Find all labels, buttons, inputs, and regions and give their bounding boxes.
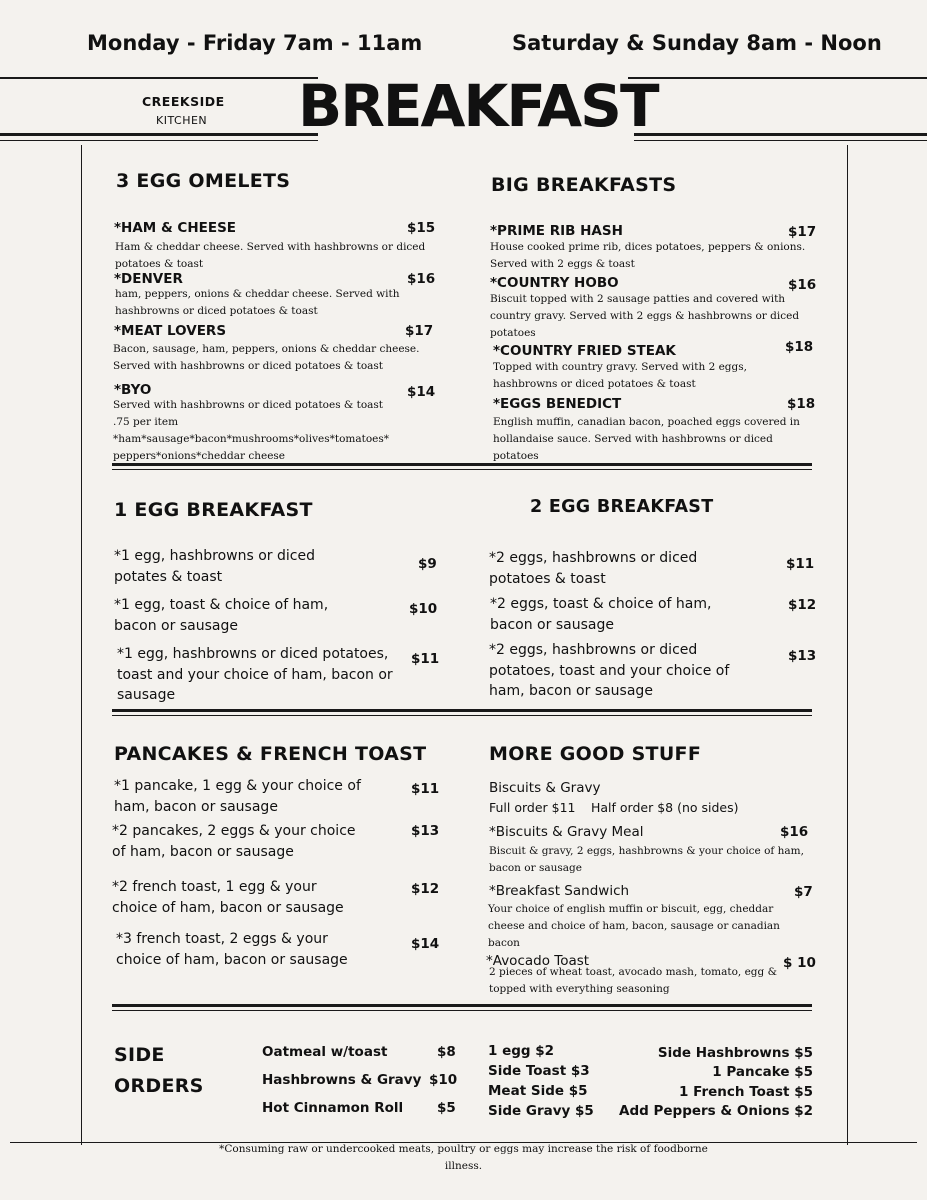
side-item-name: Hot Cinnamon Roll — [262, 1100, 404, 1116]
pancake-item: *3 french toast, 2 eggs & your choice of ham, bacon or sausage — [116, 931, 348, 968]
side-item: Side Toast $3 — [488, 1063, 590, 1079]
omelet-desc: ham, peppers, onions & cheddar cheese. Served with hashbrowns or diced potatoes & toast — [115, 288, 400, 317]
big-breakfast-price: $18 — [787, 396, 816, 412]
side-item: Side Hashbrowns $5 — [657, 1045, 813, 1061]
omelet-name: *MEAT LOVERS — [114, 323, 227, 339]
two-egg-price: $11 — [786, 556, 815, 572]
section-title-side-orders-line1: SIDE — [114, 1044, 165, 1066]
two-egg-item: *2 eggs, hashbrowns or diced potatoes & toast — [489, 550, 698, 587]
omelet-desc: Bacon, sausage, ham, peppers, onions & cheddar cheese. Served with hashbrowns or diced potatoes & toast — [113, 343, 420, 372]
two-egg-price: $13 — [788, 648, 817, 664]
pancake-item: *2 pancakes, 2 eggs & your choice of ham, bacon or sausage — [112, 823, 356, 860]
omelet-price: $14 — [407, 384, 436, 400]
more-item-name: *Avocado Toast — [486, 953, 590, 969]
side-item: Side Gravy $5 — [488, 1103, 594, 1119]
header-rule-top-left — [0, 77, 318, 79]
big-breakfast-name: *EGGS BENEDICT — [493, 396, 622, 412]
brand-name: CREEKSIDE — [142, 94, 225, 109]
pancake-price: $11 — [411, 781, 440, 797]
big-breakfast-desc: English muffin, canadian bacon, poached eggs covered in hollandaise sauce. Served with hashbrowns or diced potatoes — [493, 416, 800, 462]
page-title: BREAKFAST — [298, 72, 658, 140]
pancake-price: $13 — [411, 823, 440, 839]
header-rule-bottom-left — [0, 133, 318, 136]
section-title-side-orders-line2: ORDERS — [114, 1075, 204, 1097]
side-item-price: $5 — [437, 1100, 456, 1116]
omelet-desc: Ham & cheddar cheese. Served with hashbrowns or diced potatoes & toast — [115, 241, 426, 270]
header-rule-top-right — [628, 77, 927, 79]
section-title-more-good-stuff: MORE GOOD STUFF — [489, 743, 702, 765]
section-divider-thin — [112, 469, 812, 470]
more-item-name: *Biscuits & Gravy Meal — [489, 824, 644, 840]
more-item-price: $16 — [780, 824, 809, 840]
one-egg-price: $11 — [411, 651, 440, 667]
omelet-price: $16 — [407, 271, 436, 287]
more-item-desc: 2 pieces of wheat toast, avocado mash, tomato, egg & topped with everything seasoning — [489, 966, 777, 995]
biscuits-gravy-half-order: Half order $8 (no sides) — [591, 800, 739, 815]
footer-disclaimer: *Consuming raw or undercooked meats, poultry or eggs may increase the risk of foodborne illness. — [219, 1143, 708, 1172]
pancake-price: $14 — [411, 936, 440, 952]
section-title-omelets: 3 EGG OMELETS — [116, 170, 291, 192]
more-item-price: $7 — [794, 884, 813, 900]
one-egg-item: *1 egg, hashbrowns or diced potatoes, toast and your choice of ham, bacon or sausage — [117, 646, 393, 703]
pancake-item: *1 pancake, 1 egg & your choice of ham, bacon or sausage — [114, 778, 361, 815]
two-egg-item: *2 eggs, hashbrowns or diced potatoes, toast and your choice of ham, bacon or sausage — [489, 642, 730, 699]
pancake-price: $12 — [411, 881, 440, 897]
two-egg-price: $12 — [788, 597, 817, 613]
header-rule-bottom-right-thin — [634, 140, 927, 141]
side-item-name: Hashbrowns & Gravy — [262, 1072, 422, 1088]
weekday-hours: Monday - Friday 7am - 11am — [87, 31, 423, 55]
section-divider — [112, 463, 812, 466]
weekend-hours: Saturday & Sunday 8am - Noon — [512, 31, 882, 55]
section-title-1-egg: 1 EGG BREAKFAST — [114, 499, 313, 521]
side-item-name: Oatmeal w/toast — [262, 1044, 388, 1060]
omelet-name: *DENVER — [114, 271, 183, 287]
big-breakfast-name: *COUNTRY HOBO — [490, 275, 619, 291]
one-egg-price: $10 — [409, 601, 438, 617]
one-egg-item: *1 egg, toast & choice of ham, bacon or sausage — [114, 597, 329, 634]
side-item: 1 Pancake $5 — [712, 1064, 813, 1080]
section-title-pancakes: PANCAKES & FRENCH TOAST — [114, 743, 427, 765]
omelet-price: $15 — [407, 220, 436, 236]
big-breakfast-price: $17 — [788, 224, 817, 240]
more-item-desc: Your choice of english muffin or biscuit, egg, cheddar cheese and choice of ham, bacon, sausage or canadian bacon — [488, 903, 780, 949]
section-divider-thin — [112, 715, 812, 716]
omelet-name: *BYO — [114, 382, 152, 398]
pancake-item: *2 french toast, 1 egg & your choice of ham, bacon or sausage — [112, 879, 344, 916]
omelet-desc: Served with hashbrowns or diced potatoes & toast .75 per item *ham*sausage*bacon*mushrooms*olives*tomatoes* peppers*onions*cheddar cheese — [113, 399, 390, 462]
side-item: 1 egg $2 — [488, 1043, 555, 1059]
side-item: Add Peppers & Onions $2 — [619, 1103, 813, 1119]
big-breakfast-price: $18 — [785, 339, 814, 355]
side-item: 1 French Toast $5 — [679, 1084, 813, 1100]
header-rule-bottom-right — [634, 133, 927, 136]
big-breakfast-name: *COUNTRY FRIED STEAK — [493, 343, 676, 359]
big-breakfast-desc: Topped with country gravy. Served with 2 eggs, hashbrowns or diced potatoes & toast — [493, 361, 747, 390]
omelet-price: $17 — [405, 323, 434, 339]
section-title-big-breakfasts: BIG BREAKFASTS — [491, 174, 677, 196]
side-item-price: $8 — [437, 1044, 456, 1060]
two-egg-item: *2 eggs, toast & choice of ham, bacon or sausage — [490, 596, 712, 633]
big-breakfast-price: $16 — [788, 277, 817, 293]
frame-left — [81, 145, 82, 1145]
section-divider-thin — [112, 1010, 812, 1011]
biscuits-gravy-name: Biscuits & Gravy — [489, 780, 601, 796]
more-item-name: *Breakfast Sandwich — [489, 883, 630, 899]
big-breakfast-name: *PRIME RIB HASH — [490, 223, 623, 239]
biscuits-gravy-full-order: Full order $11 — [489, 800, 576, 815]
big-breakfast-desc: Biscuit topped with 2 sausage patties and covered with country gravy. Served with 2 eggs & hashbrowns or diced potatoes — [490, 293, 800, 339]
section-divider — [112, 709, 812, 712]
more-item-price: $ 10 — [783, 955, 816, 971]
side-item: Meat Side $5 — [488, 1083, 588, 1099]
one-egg-item: *1 egg, hashbrowns or diced potates & toast — [114, 548, 315, 585]
brand-subtitle: KITCHEN — [156, 114, 208, 127]
omelet-name: *HAM & CHEESE — [114, 220, 237, 236]
section-title-2-egg: 2 EGG BREAKFAST — [530, 497, 714, 517]
section-divider — [112, 1004, 812, 1007]
more-item-desc: Biscuit & gravy, 2 eggs, hashbrowns & your choice of ham, bacon or sausage — [489, 845, 804, 874]
frame-right — [847, 145, 848, 1145]
big-breakfast-desc: House cooked prime rib, dices potatoes, peppers & onions. Served with 2 eggs & toast — [490, 241, 806, 270]
one-egg-price: $9 — [418, 556, 437, 572]
side-item-price: $10 — [429, 1072, 458, 1088]
header-rule-bottom-left-thin — [0, 140, 318, 141]
